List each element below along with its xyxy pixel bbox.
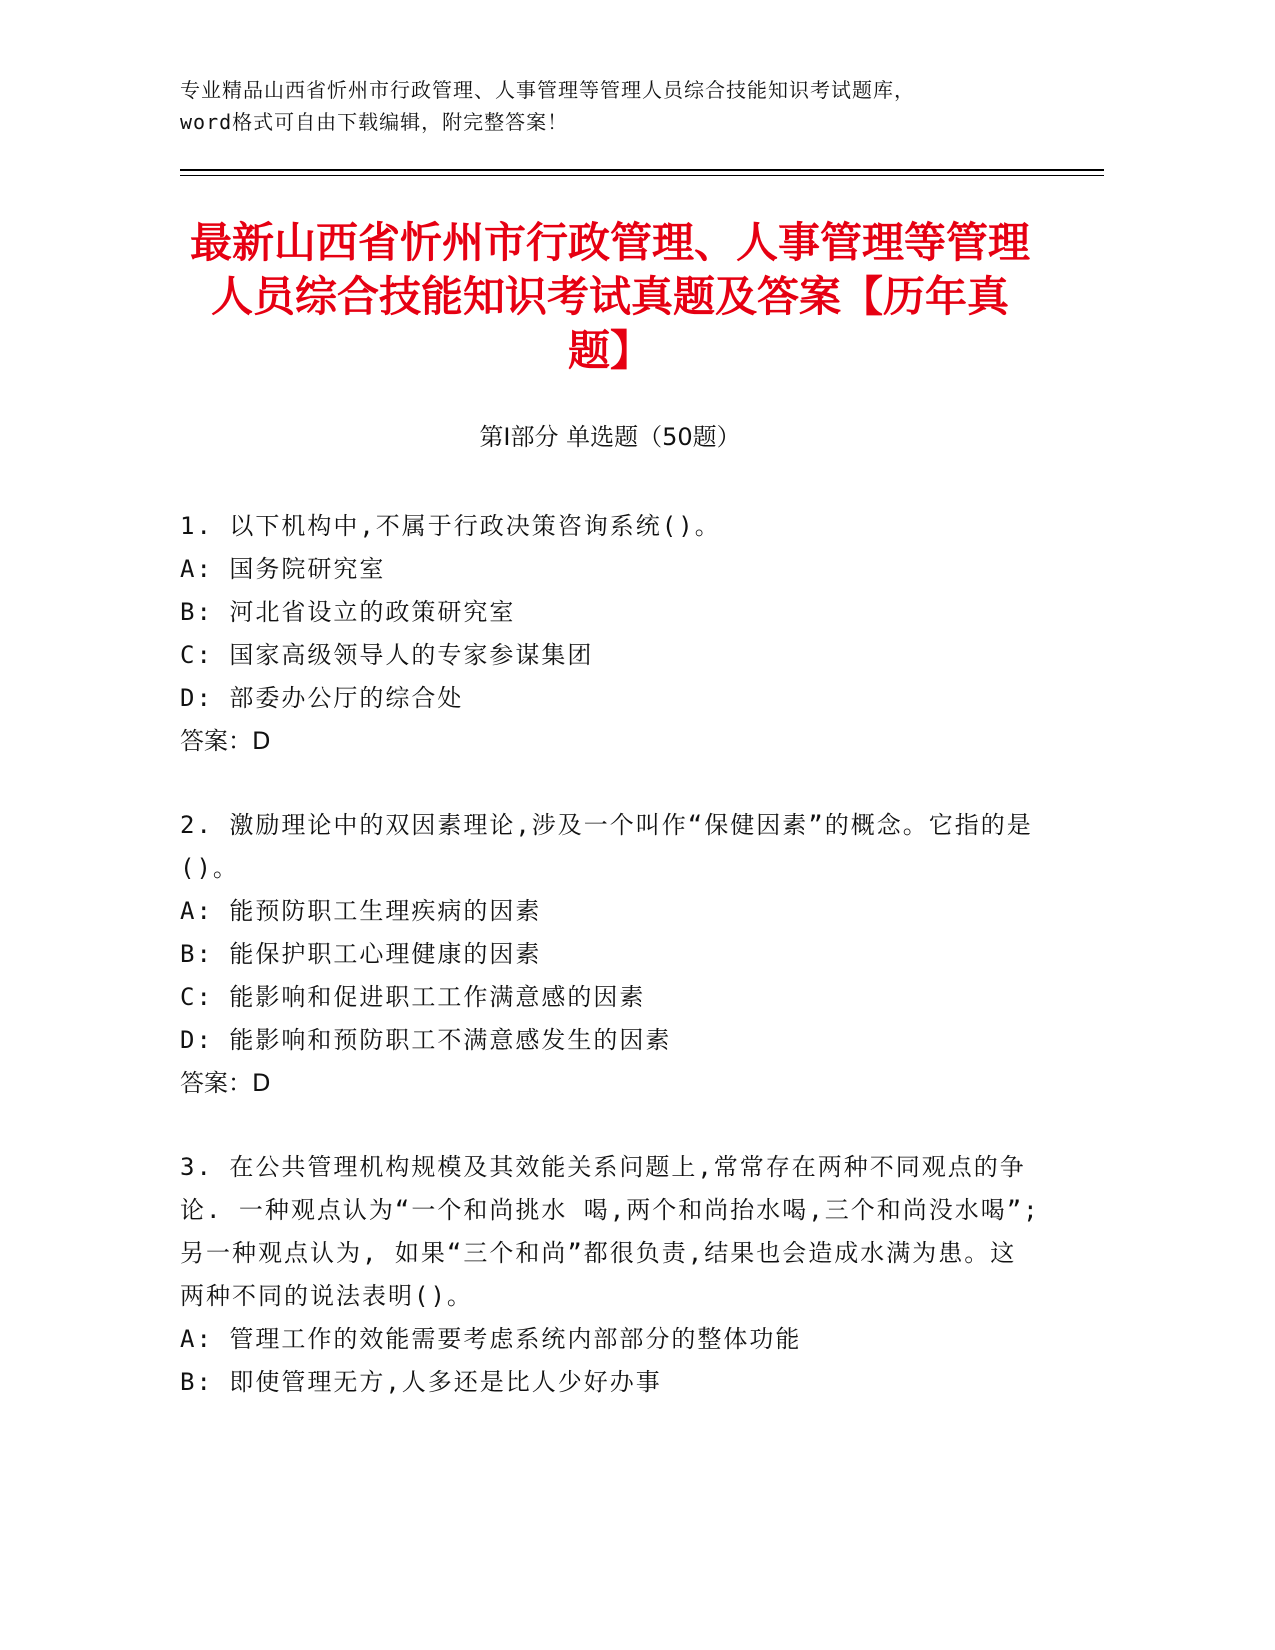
option-b: B: 即使管理无方,人多还是比人少好办事 (180, 1368, 662, 1396)
question-stem: 1. 以下机构中,不属于行政决策咨询系统()。 (180, 512, 721, 540)
answer: 答案：D (180, 727, 271, 755)
option-b: B: 能保护职工心理健康的因素 (180, 940, 542, 968)
option-a: A: 管理工作的效能需要考虑系统内部部分的整体功能 (180, 1325, 802, 1353)
question-1 (180, 505, 1040, 763)
option-a: A: 能预防职工生理疾病的因素 (180, 897, 542, 925)
answer: 答案：D (180, 1069, 271, 1097)
document-title: 最新山西省忻州市行政管理、人事管理等管理人员综合技能知识考试真题及答案【历年真题】 (189, 218, 1030, 375)
option-b: B: 河北省设立的政策研究室 (180, 598, 516, 626)
header-note-line-1: 专业精品山西省忻州市行政管理、人事管理等管理人员综合技能知识考试题库， (180, 78, 915, 102)
question-list (180, 505, 1040, 1445)
header-note-line-2: word格式可自由下载编辑，附完整答案！ (180, 110, 569, 134)
section-title: 第Ⅰ部分 单选题（50题） (479, 423, 741, 451)
question-stem: 3. 在公共管理机构规模及其效能关系问题上,常常存在两种不同观点的争论. 一种观点认为“一个和尚挑水 喝,两个和尚抬水喝,三个和尚没水喝”;另一种观点认为, 如果“三个和尚”都很负责,结果也会造成水满为患。这两种不同的说法表明()。 (180, 1153, 1040, 1310)
header-note (180, 74, 1100, 138)
question-2 (180, 804, 1040, 1105)
option-d: D: 部委办公厅的综合处 (180, 684, 464, 712)
header-divider-thick (180, 169, 1104, 171)
question-3 (180, 1146, 1040, 1404)
option-a: A: 国务院研究室 (180, 555, 386, 583)
header-divider-thin (180, 175, 1104, 176)
option-d: D: 能影响和预防职工不满意感发生的因素 (180, 1026, 672, 1054)
question-stem: 2. 激励理论中的双因素理论,涉及一个叫作“保健因素”的概念。它指的是()。 (180, 811, 1033, 882)
option-c: C: 国家高级领导人的专家参谋集团 (180, 641, 594, 669)
option-c: C: 能影响和促进职工工作满意感的因素 (180, 983, 646, 1011)
